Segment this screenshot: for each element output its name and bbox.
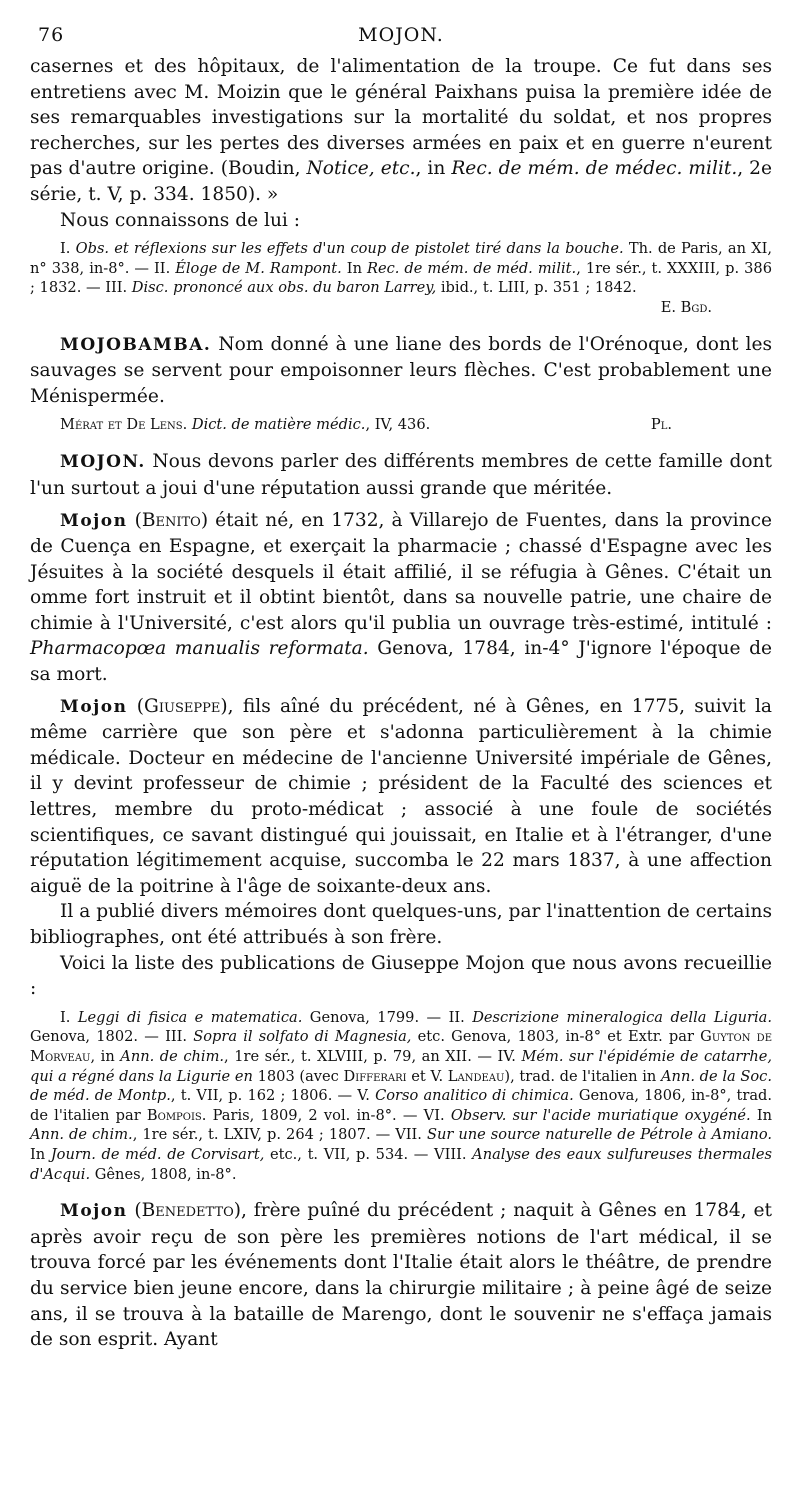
headword-mojobamba: MOJOBAMBA.	[60, 334, 212, 355]
entry-mojon-benito: Mojon (Benito) était né, en 1732, à Villarejo de Fuentes, dans la province de Cuença en Espagne, et exerçait la pharmacie ; chassé d'Espagne avec les Jésuites à la société desquels il était affilié, il se réfugia à Gênes. C'était un omme fort instruit et il obtint bientôt, dans sa nouvelle patrie, une chaire de chimie à l'Université, c'est alors qu'il publia un ouvrage très-estimé, intitulé : Pharmacopœa manualis reformata. Genova, 1784, in-4° J'ignore l'époque de sa mort.	[30, 509, 772, 686]
signature-bgd: E. Bgd.	[660, 298, 712, 316]
headword-mojon: MOJON.	[60, 452, 146, 473]
entry-mojon: MOJON. Nous devons parler des différents membres de cette famille dont l'un surtout a joui d'une réputation aussi grande que méritée.	[30, 451, 772, 499]
giuseppe-para-2: Il a publié divers mémoires dont quelques-uns, par l'inattention de certains bibliographes, ont été attribués à son frère.	[30, 901, 772, 948]
works-lead: Nous connaissons de lui :	[60, 209, 301, 231]
moizin-works-list: I. Obs. et réflexions sur les effets d'un coup de pistolet tiré dans la bouche. Th. de Paris, an XI, n° 338, in-8°. — II. Éloge de M. Rampont. In Rec. de mém. de méd. milit., 1re sér., t. XXXIII, p. 386 ; 1832. — III. Disc. prononcé aux obs. du baron Larrey, ibid., t. LIII, p. 351 ; 1842.	[30, 240, 773, 297]
giuseppe-para-3: Voici la liste des publications de Giuseppe Mojon que nous avons recueillie :	[30, 952, 772, 1000]
page-header	[30, 16, 772, 54]
giuseppe-works-list: I. Leggi di fisica e matematica. Genova, 1799. — II. Descrizione mineralogica della Liguria. Genova, 1802. — III. Sopra il solfato di Magnesia, etc. Genova, 1803, in-8° et Extr. par Guyton de Morveau, in Ann. de chim., 1re sér., t. XLVIII, p. 79, an XII. — IV. Mém. sur l'épidémie de catarrhe, qui a régné dans la Ligurie en 1803 (avec Differari et V. Landeau), trad. de l'italien in Ann. de la Soc. de méd. de Montp., t. VII, p. 162 ; 1806. — V. Corso analitico di chimica. Genova, 1806, in-8°, trad. de l'italien par Bompois. Paris, 1809, 2 vol. in-8°. — VI. Observ. sur l'acide muriatique oxygéné. In Ann. de chim., 1re sér., t. LXIV, p. 264 ; 1807. — VII. Sur une source naturelle de Pétrole à Amiano. In Journ. de méd. de Corvisart, etc., t. VII, p. 534. — VIII. Analyse des eaux sulfureuses thermales d'Acqui. Gênes, 1808, in-8°.	[30, 1008, 773, 1183]
running-title: MOJON.	[358, 24, 444, 46]
signature-pl: Pl.	[650, 416, 672, 434]
page-number: 76	[38, 24, 65, 46]
mojobamba-reference: Mérat et De Lens. Dict. de matière médic., IV, 436. Pl.	[30, 415, 772, 435]
entry-mojon-giuseppe: Mojon (Giuseppe), fils aîné du précédent, né à Gênes, en 1775, suivit la même carrière que son père et s'adonna particulièrement à la chimie médicale. Docteur en médecine de l'ancienne Université impériale de Gênes, il y devint professeur de chimie ; président de la Faculté des sciences et lettres, membre du proto-médicat ; associé à une foule de sociétés scientifiques, ce savant distingué qui jouissait, en Italie et à l'étranger, d'une réputation légitimement acquise, succomba le 22 mars 1837, à une affection aiguë de la poitrine à l'âge de soixante-deux ans.	[30, 695, 772, 897]
entry-mojobamba: MOJOBAMBA. Nom donné à une liane des bords de l'Orénoque, dont les sauvages se servent pour empoisonner leurs flèches. C'est probablement une Ménispermée.	[30, 333, 772, 407]
entry-mojon-benedetto: Mojon (Benedetto), frère puîné du précédent ; naquit à Gênes en 1784, et après avoir reçu de son père les premières notions de l'art médical, il se trouva forcé par les événements dont l'Italie était alors le théâtre, de prendre du service bien jeune encore, dans la chirurgie militaire ; à peine âgé de seize ans, il se trouva à la bataille de Marengo, dont le souvenir ne s'effaça jamais de son esprit. Ayant	[30, 1200, 772, 1351]
moizin-continuation: casernes et des hôpitaux, de l'alimentation de la troupe. Ce fut dans ses entretiens avec M. Moizin que le général Paixhans puisa la première idée de ses remarquables investigations sur la mortalité du soldat, et nos propres recherches, sur les pertes des diverses armées en paix et en guerre n'eurent pas d'autre origine. (Boudin, Notice, etc., in Rec. de mém. de médec. milit., 2e série, t. V, p. 334. 1850). »	[30, 56, 773, 205]
